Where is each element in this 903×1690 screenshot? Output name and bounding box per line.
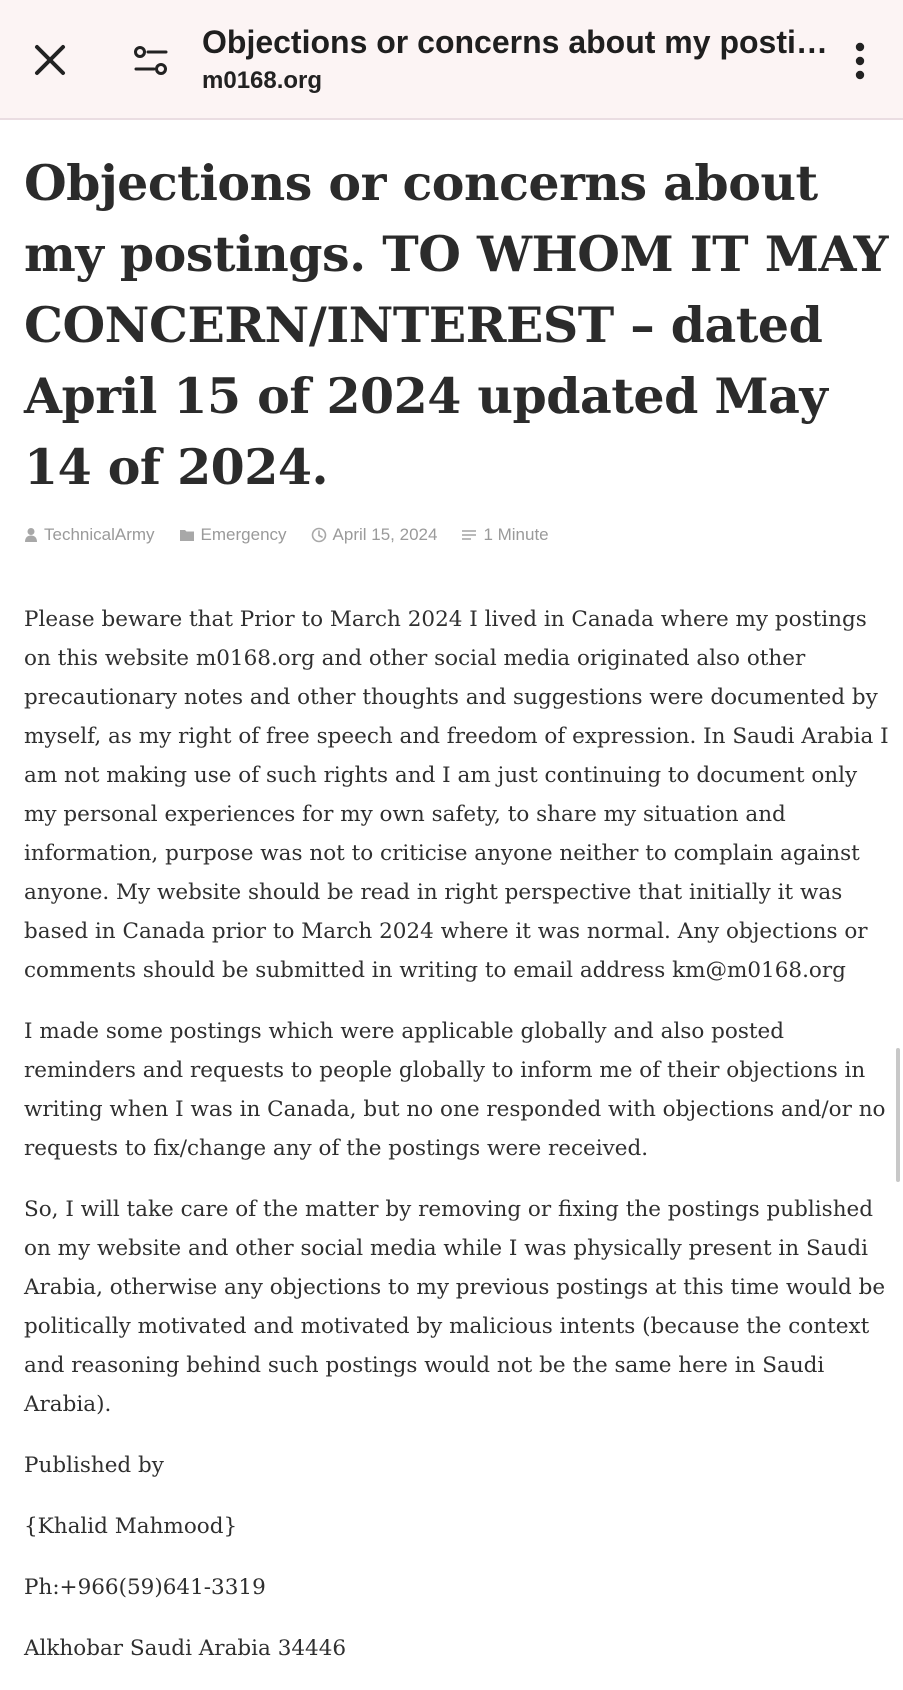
paragraph: Please beware that Prior to March 2024 I lived in Canada where my postings on this website m0168.org and other social media originated also other precautionary notes and other thoughts and suggestions were documented by myself, as my right of free speech and freedom of expression. In Saudi Arabia I am not making use of such rights and I am just continuing to document only my personal experiences for my own safety, to share my situation and information, purpose was not to criticise anyone neither to complain against anyone. My website should be read in right perspective that initially it was based in Canada prior to March 2024 where it was normal. Any objections or comments should be submitted in writing to email address km@m0168.org	[24, 607, 889, 983]
paragraph: Published by	[24, 1453, 164, 1478]
person-icon	[24, 527, 38, 543]
page-url: m0168.org	[202, 67, 323, 94]
category-link[interactable]: Emergency	[200, 525, 287, 544]
paragraph: I made some postings which were applicable globally and also posted reminders and requests to people globally to inform me of their objections in writing when I was in Canada, but no one responded with objections and/or no requests to fix/change any of the postings were received.	[24, 1019, 886, 1161]
page-controls-button[interactable]	[126, 36, 176, 86]
paragraph: Ph:+966(59)641-3319	[24, 1575, 266, 1600]
more-options-button[interactable]	[838, 36, 882, 86]
post-meta	[24, 523, 890, 547]
paragraph: {Khalid Mahmood}	[24, 1514, 238, 1539]
address-area[interactable]	[202, 22, 828, 96]
meta-category[interactable]	[179, 525, 287, 545]
page-title: Objections or concerns about my posti…	[202, 24, 828, 60]
meta-read-time	[461, 525, 548, 545]
paragraph: Alkhobar Saudi Arabia 34446	[24, 1636, 347, 1661]
post-content	[24, 148, 890, 1690]
clock-icon	[311, 527, 327, 543]
author-link[interactable]: TechnicalArmy	[44, 525, 155, 544]
close-tab-button[interactable]	[26, 36, 74, 84]
meta-date[interactable]	[311, 525, 438, 545]
post-title: Objections or concerns about my postings. TO WHOM IT MAY CONCERN/INTEREST – dated April 15 of 2024 updated May 14 of 2024.	[24, 154, 889, 496]
article-body	[24, 600, 890, 1668]
folder-icon	[179, 528, 195, 542]
browser-toolbar	[0, 0, 903, 120]
meta-author[interactable]	[24, 525, 155, 545]
date-link[interactable]: April 15, 2024	[332, 525, 438, 544]
more-vert-icon	[854, 42, 866, 80]
paragraph: So, I will take care of the matter by removing or fixing the postings published on my website and other social media while I was physically present in Saudi Arabia, otherwise any objections to my previous postings at this time would be politically motivated and motivated by malicious intents (because the context and reasoning behind such postings would not be the same here in Saudi Arabia).	[24, 1197, 886, 1417]
lines-icon	[461, 528, 477, 542]
scrollbar[interactable]	[896, 1048, 900, 1182]
read-time: 1 Minute	[483, 525, 549, 544]
close-icon	[33, 43, 67, 77]
page-controls-icon	[133, 45, 169, 77]
